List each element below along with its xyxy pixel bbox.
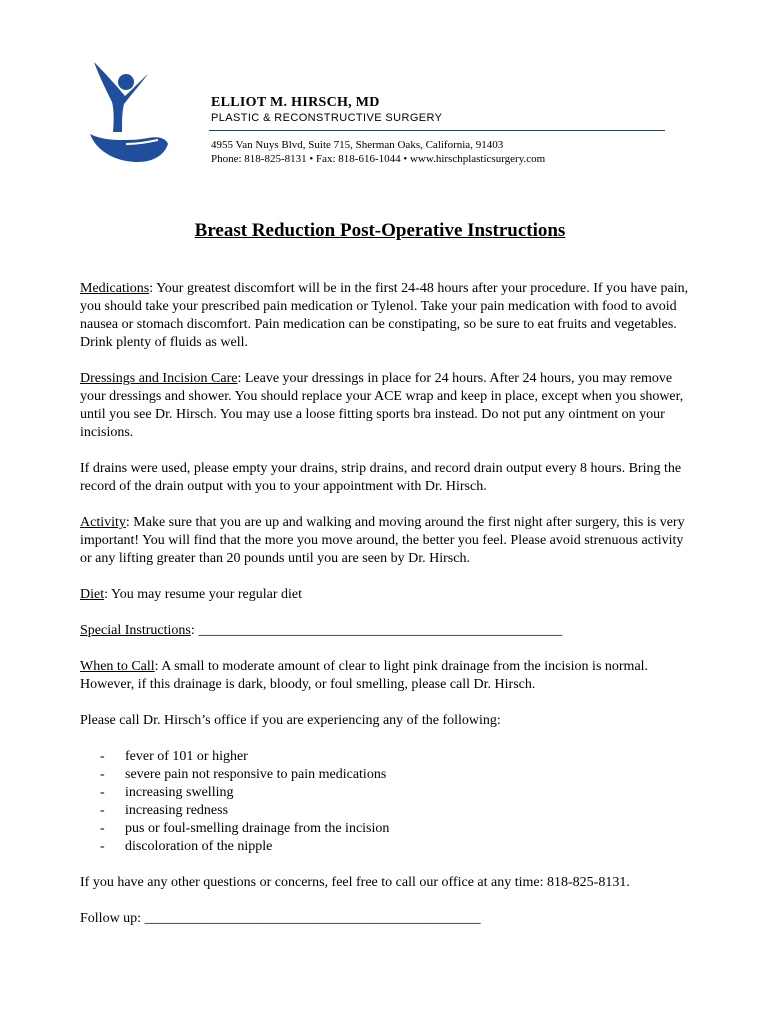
list-item: - increasing swelling — [100, 785, 234, 800]
list-item: - fever of 101 or higher — [100, 749, 248, 764]
practice-name: PLASTIC & RECONSTRUCTIVE SURGERY — [211, 112, 443, 124]
medications-paragraph — [80, 280, 695, 352]
practice-contact: Phone: 818-825-8131 • Fax: 818-616-1044 • www.hirschplasticsurgery.com — [211, 153, 546, 165]
list-item: - discoloration of the nipple — [100, 839, 273, 854]
hand-figure-logo-icon — [86, 60, 170, 166]
instructions-body — [80, 280, 695, 946]
list-item: - pus or foul-smelling drainage from the incision — [100, 821, 390, 836]
medications-heading: Medications — [80, 281, 150, 296]
diet-text: : You may resume your regular diet — [104, 587, 303, 602]
when-to-call-text: : A small to moderate amount of clear to light pink drainage from the incision is normal. However, if this drainage is dark, bloody, or foul smelling, please call Dr. Hirsch. — [80, 659, 649, 692]
dressings-text: : Leave your dressings in place for 24 hours. After 24 hours, you may remove your dressings and shower. You should replace your ACE wrap and keep in place, except when you shower, until you see Dr. Hirsch. You may use a loose fitting sports bra instead. Do not put any ointment on your incisions. — [80, 371, 684, 440]
special-instructions-blank: : ____________________________________________________ — [190, 623, 563, 638]
practice-address: 4955 Van Nuys Blvd, Suite 715, Sherman Oaks, California, 91403 — [211, 139, 504, 151]
dressings-paragraph — [80, 370, 695, 442]
when-to-call-heading: When to Call — [80, 659, 155, 674]
dressings-heading: Dressings and Incision Care — [80, 371, 238, 386]
activity-heading: Activity — [80, 515, 126, 530]
special-instructions-heading: Special Instructions — [80, 623, 191, 638]
diet-paragraph — [80, 586, 695, 604]
call-intro-paragraph: Please call Dr. Hirsch’s office if you are experiencing any of the following: — [80, 713, 501, 728]
document-title: Breast Reduction Post-Operative Instructions — [194, 220, 566, 241]
drains-paragraph: If drains were used, please empty your drains, strip drains, and record drain output every 8 hours. Bring the record of the drain output with you to your appointment with Dr. Hirsch. — [80, 461, 682, 494]
list-item: - severe pain not responsive to pain medications — [100, 767, 387, 782]
activity-paragraph — [80, 514, 695, 568]
when-to-call-paragraph — [80, 658, 695, 694]
letterhead — [0, 0, 770, 180]
special-instructions-paragraph — [80, 622, 695, 640]
follow-up-line: Follow up: ________________________________________________ — [80, 911, 481, 926]
activity-text: : Make sure that you are up and walking and moving around the first night after surgery, this is very important! You will find that the more you move around, the better you feel. Please avoid strenuous activity or any lifting greater than 20 pounds until you are seen by Dr. Hirsch. — [80, 515, 685, 566]
questions-paragraph: If you have any other questions or concerns, feel free to call our office at any time: 818-825-8131. — [80, 875, 630, 890]
list-item: - increasing redness — [100, 803, 229, 818]
diet-heading: Diet — [80, 587, 105, 602]
letterhead-divider — [209, 130, 665, 131]
medications-text: : Your greatest discomfort will be in the first 24-48 hours after your procedure. If you have pain, you should take your prescribed pain medication or Tylenol. Take your pain medication with food to avoid nausea or stomach discomfort. Pain medication can be constipating, so be sure to eat fruits and vegetables. Drink plenty of fluids as well. — [80, 281, 689, 350]
symptom-list — [80, 748, 695, 856]
doctor-name: ELLIOT M. HIRSCH, MD — [211, 95, 380, 110]
